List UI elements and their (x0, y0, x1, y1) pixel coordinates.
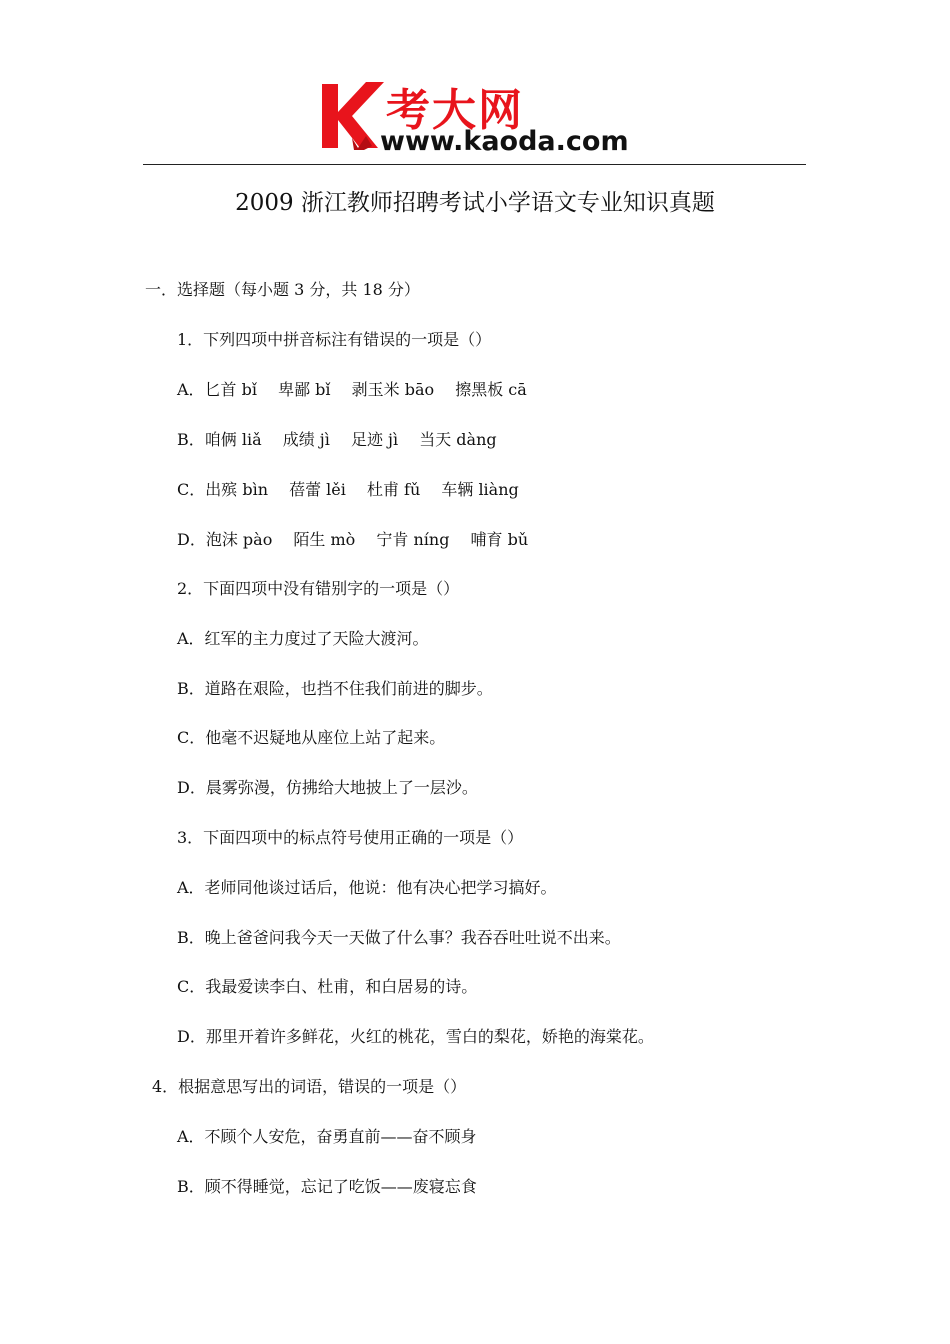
question-3-option-a: A．老师同他谈过话后，他说：他有决心把学习搞好。 (177, 878, 557, 897)
question-3-option-d: D．那里开着许多鲜花，火红的桃花，雪白的梨花，娇艳的海棠花。 (177, 1027, 654, 1046)
question-4-option-b: B．顾不得睡觉，忘记了吃饭——废寝忘食 (177, 1177, 477, 1196)
logo-k-mark (318, 78, 388, 150)
question-1-option-d: D．泡沫 pào 陌生 mò 宁肯 níng 哺育 bǔ (177, 530, 529, 549)
question-4-option-a: A．不顾个人安危，奋勇直前——奋不顾身 (177, 1127, 477, 1146)
question-1-option-a: A．匕首 bǐ 卑鄙 bǐ 剥玉米 bāo 擦黑板 cā (177, 380, 527, 399)
question-stem-4: 4．根据意思写出的词语，错误的一项是（） (152, 1077, 467, 1096)
question-2-option-d: D．晨雾弥漫，仿拂给大地披上了一层沙。 (177, 778, 478, 797)
question-stem-1: 1．下列四项中拼音标注有错误的一项是（） (177, 330, 492, 349)
section-heading: 一．选择题（每小题 3 分，共 18 分） (145, 280, 420, 299)
question-1-option-b: B．咱俩 liǎ 成绩 jì 足迹 jì 当天 dàng (177, 430, 497, 449)
question-3-option-c: C．我最爱读李白、杜甫，和白居易的诗。 (177, 977, 478, 996)
question-stem-3: 3．下面四项中的标点符号使用正确的一项是（） (177, 828, 524, 847)
question-2-option-a: A．红军的主力度过了天险大渡河。 (177, 629, 429, 648)
question-2-option-c: C．他毫不迟疑地从座位上站了起来。 (177, 728, 446, 747)
question-stem-2: 2．下面四项中没有错别字的一项是（） (177, 579, 460, 598)
page-header (0, 0, 950, 168)
question-2-option-b: B．道路在艰险，也挡不住我们前进的脚步。 (177, 679, 493, 698)
question-1-option-c: C．出殡 bìn 蓓蕾 lěi 杜甫 fǔ 车辆 liàng (177, 480, 519, 499)
logo-brand-text: 考大网 (386, 85, 524, 136)
header-divider (143, 164, 806, 165)
document-title: 2009 浙江教师招聘考试小学语文专业知识真题 (235, 190, 715, 216)
question-3-option-b: B．晚上爸爸问我今天一天做了什么事？我吞吞吐吐说不出来。 (177, 928, 621, 947)
logo-url-text: www.kaoda.com (380, 126, 629, 157)
kaoda-logo[interactable] (318, 78, 638, 160)
